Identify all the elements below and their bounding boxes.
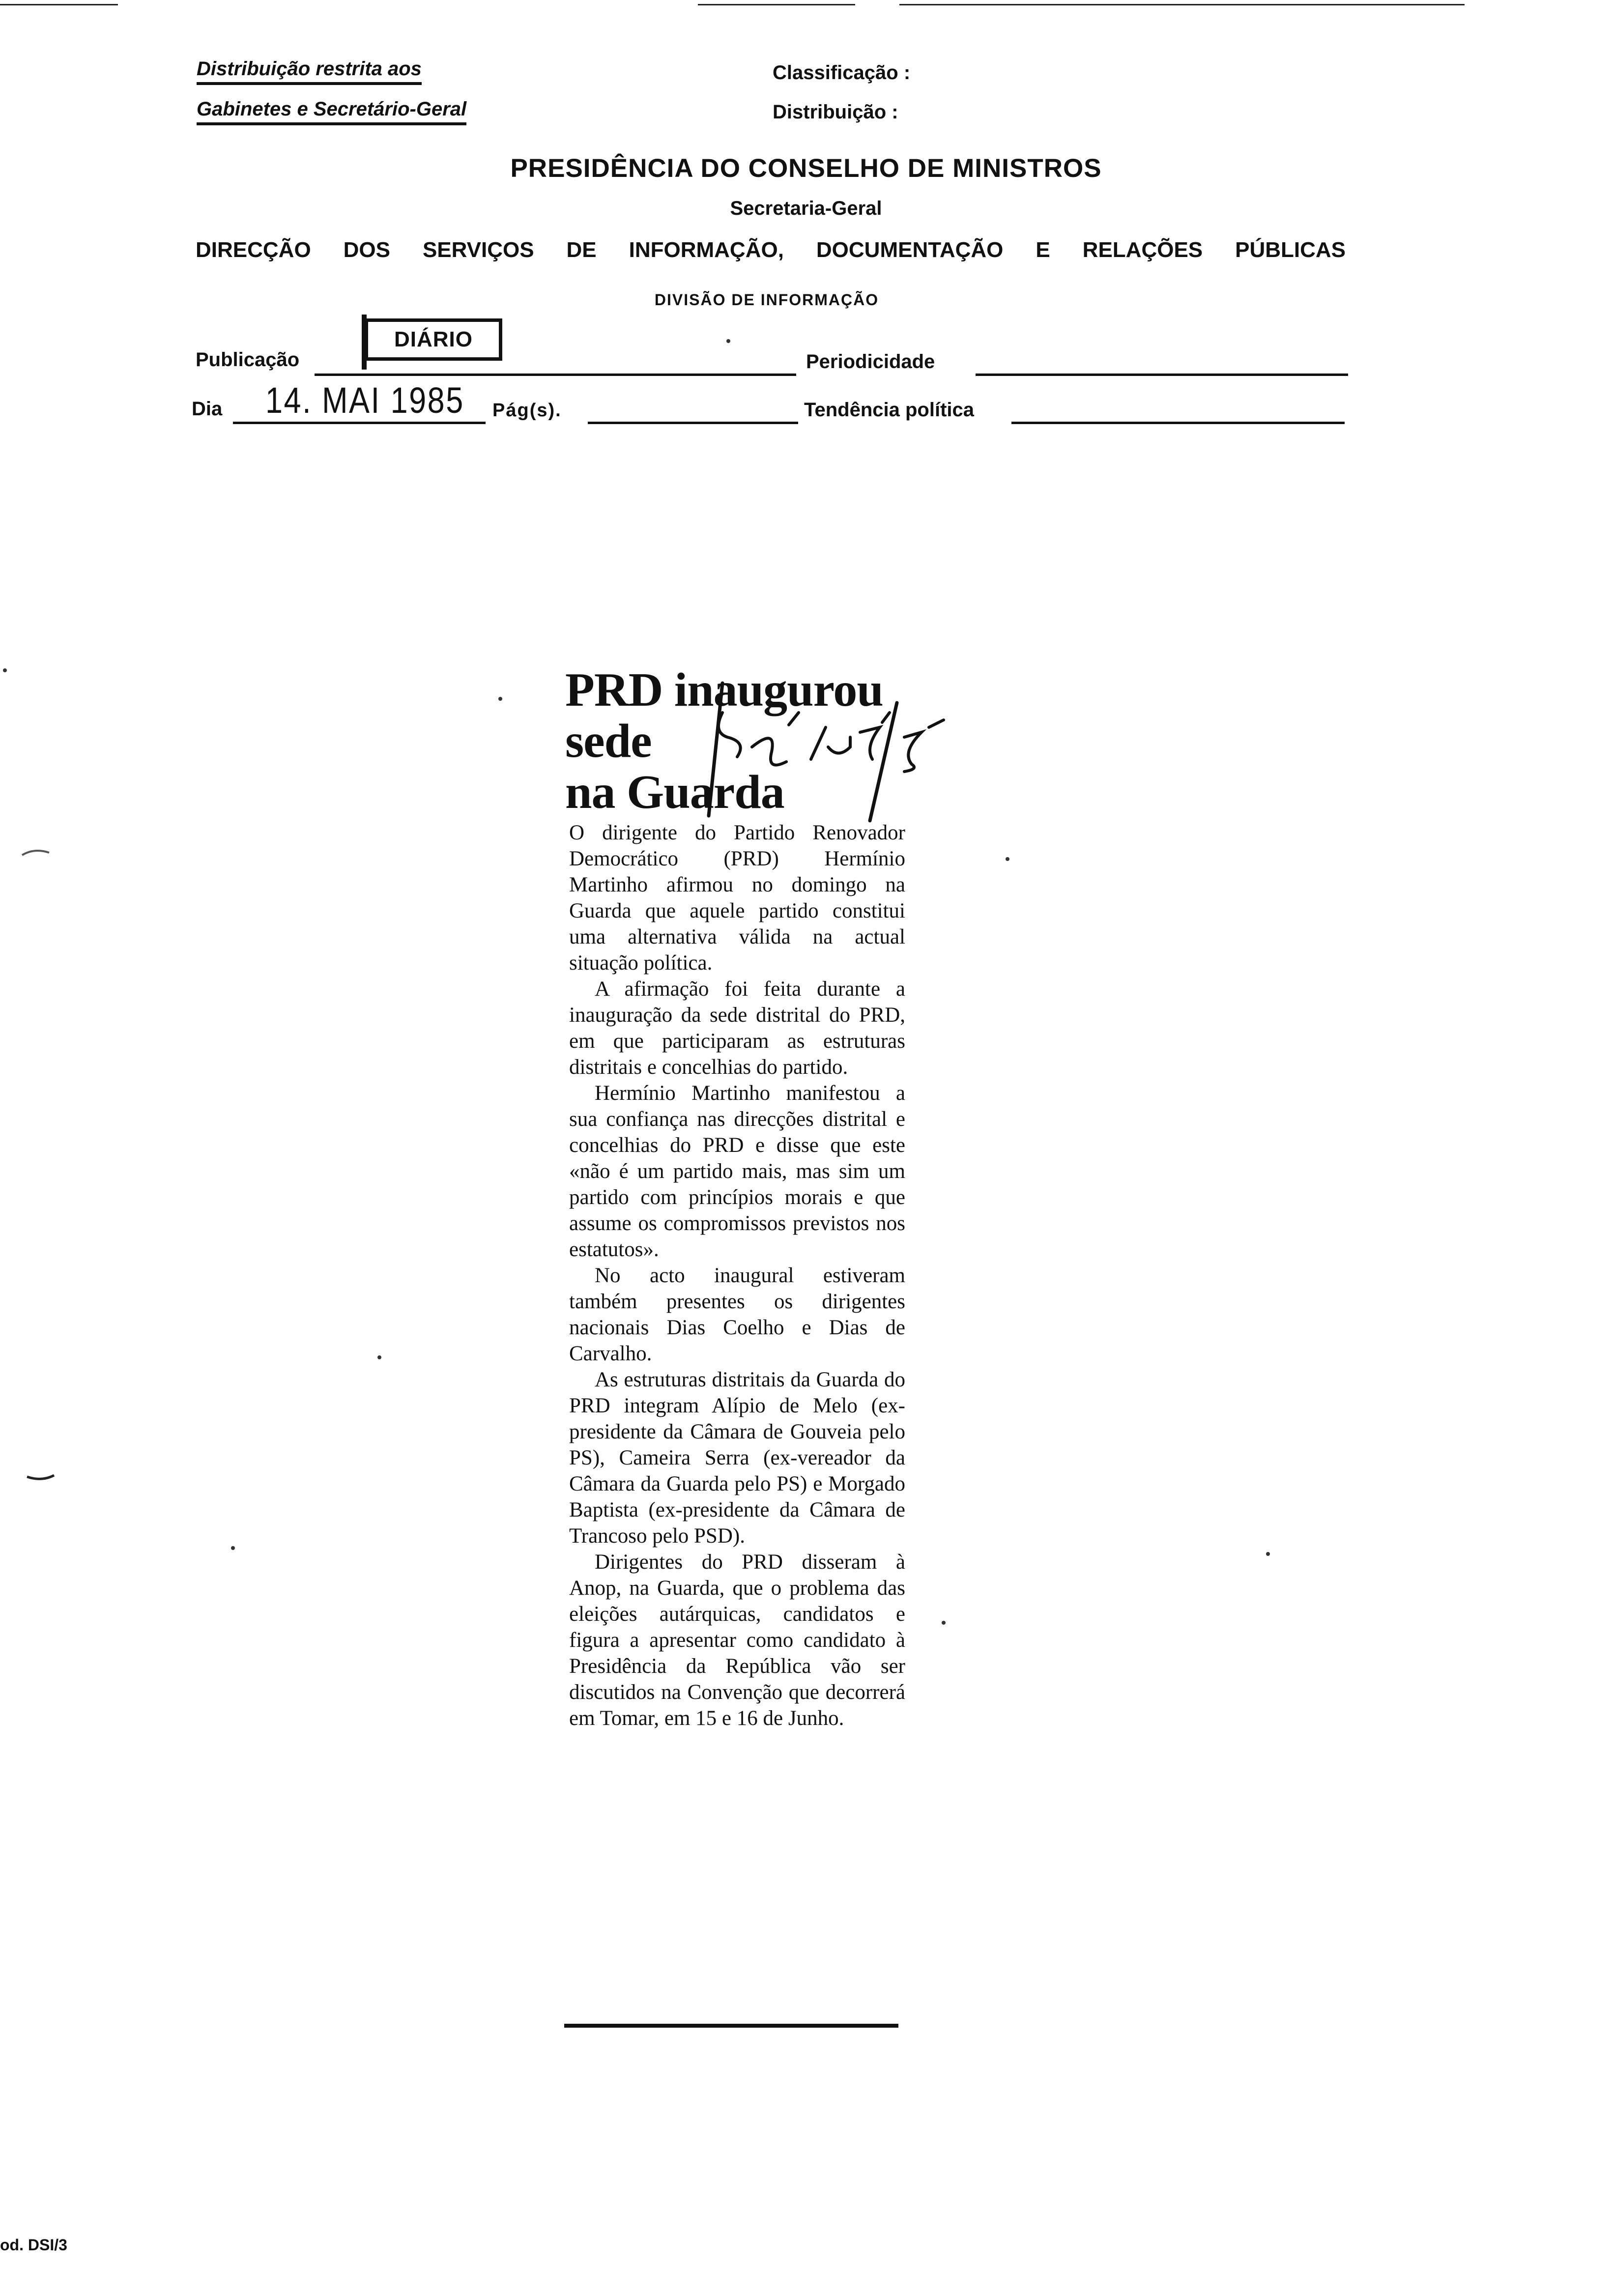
publication-label: Publicação xyxy=(196,349,300,371)
scan-edge-line xyxy=(698,4,855,5)
form-code: od. DSI/3 xyxy=(0,2236,67,2254)
handwritten-annotation xyxy=(703,673,958,835)
periodicity-field-line xyxy=(976,373,1348,376)
article-end-rule xyxy=(564,2024,898,2028)
scan-edge-line xyxy=(899,4,1465,5)
article-paragraph: As estruturas distritais da Guarda do PRD integram Alípio de Melo (ex-presidente da Câmara de Gouveia pelo PS), Cameira Serra (ex-vereador da Câmara da Guarda pelo PS) e Morgado Baptista (ex-presidente da Câmara de Trancoso pelo PSD). xyxy=(569,1368,905,1548)
article-title-line2: sede xyxy=(565,715,652,768)
article-paragraph: A afirmação foi feita durante a inauguração da sede distrital do PRD, em que participaram as estruturas distritais e concelhias do partido. xyxy=(569,977,905,1079)
scan-speck xyxy=(498,697,502,701)
scan-speck xyxy=(3,668,7,672)
publication-stamp: DIÁRIO xyxy=(365,318,502,361)
restricted-distribution-line2: Gabinetes e Secretário-Geral xyxy=(197,98,466,125)
scan-mark xyxy=(20,845,54,860)
article-paragraph: Hermínio Martinho manifestou a sua confiança nas direcções distrital e concelhias do PRD e disse que este «não é um partido mais, mas sim um partido com princípios morais e que assume os compromissos previstos nos estatutos». xyxy=(569,1082,905,1261)
scan-speck xyxy=(231,1546,235,1550)
classification-label: Classificação : xyxy=(773,62,911,84)
restricted-distribution-line1: Distribuição restrita aos xyxy=(197,58,422,85)
day-label: Dia xyxy=(192,398,223,420)
distribution-label: Distribuição : xyxy=(773,101,898,123)
political-tendency-label: Tendência política xyxy=(804,399,974,421)
pages-field-line xyxy=(588,422,798,424)
scan-mark xyxy=(25,1469,59,1484)
article-paragraph: Dirigentes do PRD disseram à Anop, na Guarda, que o problema das eleições autárquicas, candidatos e figura a apresentar como candidato à Presidência da República vão ser discutidos na Convenção que decorrerá em Tomar, em 15 e 16 de Junho. xyxy=(569,1550,905,1730)
periodicity-label: Periodicidade xyxy=(806,351,935,373)
article-title-line3: na Guarda xyxy=(565,766,784,819)
division-heading: DIVISÃO DE INFORMAÇÃO xyxy=(654,291,879,309)
scan-speck xyxy=(942,1621,946,1625)
publication-field-line xyxy=(315,373,796,376)
directorate-heading: DIRECÇÃO DOS SERVIÇOS DE INFORMAÇÃO, DOCUMENTAÇÃO E RELAÇÕES PÚBLICAS xyxy=(196,238,1346,262)
article-title-line1: PRD inaugurou xyxy=(565,663,883,717)
article-paragraph: No acto inaugural estiveram também presentes os dirigentes nacionais Dias Coelho e Dias de Carvalho. xyxy=(569,1264,905,1365)
scan-speck xyxy=(1266,1552,1270,1556)
pages-label: Pág(s). xyxy=(492,400,562,421)
scan-speck xyxy=(726,339,730,343)
scan-speck xyxy=(1006,857,1009,861)
date-stamp: 14. MAI 1985 xyxy=(265,380,464,421)
day-field-line xyxy=(233,422,486,424)
presidency-heading: PRESIDÊNCIA DO CONSELHO DE MINISTROS xyxy=(510,154,1102,183)
scan-edge-line xyxy=(0,4,118,5)
political-tendency-field-line xyxy=(1011,422,1345,424)
secretariat-heading: Secretaria-Geral xyxy=(730,198,882,219)
stamp-bracket xyxy=(362,315,367,370)
article-paragraph: O dirigente do Partido Renovador Democrático (PRD) Hermínio Martinho afirmou no domingo na Guarda que aquele partido constitui uma alternativa válida na actual situação política. xyxy=(569,821,905,975)
scan-speck xyxy=(377,1355,381,1359)
article-body xyxy=(569,820,905,1731)
